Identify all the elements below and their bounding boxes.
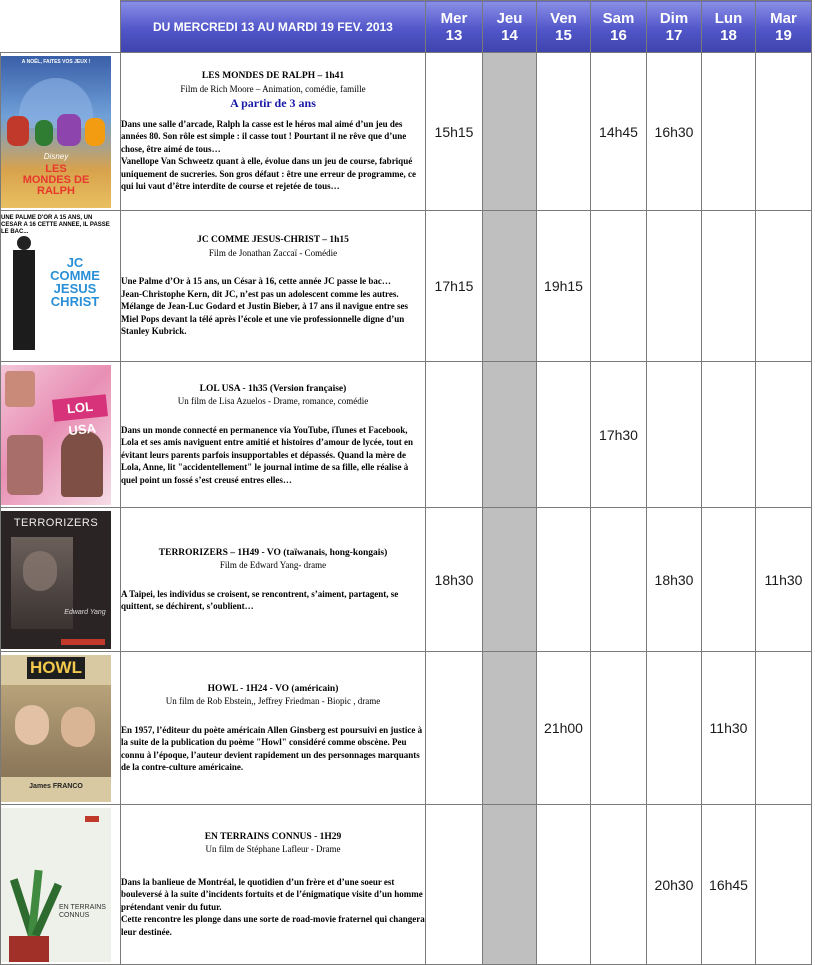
showtime-cell: 16h30	[647, 53, 702, 211]
movie-synopsis: Dans un monde connecté en permanence via YouTube, iTunes et Facebook, Lola et ses amis naviguent entre amitié et histoires d’amour de lycée, tout en évitant leurs parents parfois insupportables et dépassés. Quand la mère de Lola, Anne, lit "accidentellement" le journal intime de sa fille, elle réalise à quel point un fossé s’est creusé entres elles…	[121, 424, 413, 485]
poster-cell	[1, 53, 121, 211]
movie-row-terrains	[1, 805, 812, 965]
showtime-cell	[702, 362, 756, 508]
movie-row-ralph	[1, 53, 812, 211]
showtime-cell	[647, 362, 702, 508]
showtime-cell	[702, 53, 756, 211]
showtime-cell	[702, 508, 756, 652]
showtime-cell	[483, 53, 537, 211]
showtime-cell: 17h15	[426, 211, 483, 362]
movie-info-cell	[121, 211, 426, 362]
poster-cell	[1, 652, 121, 805]
showtime-cell	[483, 508, 537, 652]
showtime-cell	[537, 53, 591, 211]
showtime-cell	[756, 53, 812, 211]
movie-title: JC COMME JESUS-CHRIST – 1h15	[197, 235, 349, 246]
showtime-cell	[537, 362, 591, 508]
day-header-mon: Lun 18	[702, 1, 756, 53]
date-range-header: DU MERCREDI 13 AU MARDI 19 FEV. 2013	[121, 1, 426, 53]
day-header-fri: Ven 15	[537, 1, 591, 53]
showtime-cell	[483, 211, 537, 362]
movie-credit: Un film de Lisa Azuelos - Drame, romance, comédie	[177, 396, 369, 407]
movie-synopsis: A Taipei, les individus se croisent, se rencontrent, s’aiment, partagent, se quittent, se déchirent, s’oublient…	[121, 588, 399, 611]
movie-title: LES MONDES DE RALPH – 1h41	[201, 71, 345, 82]
movie-credit: Film de Edward Yang- drame	[219, 560, 327, 570]
movie-info-cell	[121, 53, 426, 211]
poster-cell	[1, 805, 121, 965]
showtime-cell	[756, 805, 812, 965]
showtime-cell: 18h30	[647, 508, 702, 652]
movie-credit: Film de Rich Moore – Animation, comédie, famille	[180, 83, 366, 94]
movie-row-lol	[1, 362, 812, 508]
showtime-cell: 15h15	[426, 53, 483, 211]
movie-info-cell	[121, 805, 426, 965]
showtime-cell	[591, 211, 647, 362]
day-header-tue: Mar 19	[756, 1, 812, 53]
movie-credit: Film de Jonathan Zaccaï - Comédie	[208, 247, 338, 258]
movie-info-cell	[121, 508, 426, 652]
showtime-cell	[537, 508, 591, 652]
showtime-cell: 20h30	[647, 805, 702, 965]
showtime-cell	[426, 362, 483, 508]
movie-credit: Un film de Rob Ebstein,, Jeffrey Friedman - Biopic , drame	[165, 696, 381, 706]
showtime-cell	[756, 652, 812, 805]
poster-cell	[1, 508, 121, 652]
showtime-cell	[756, 211, 812, 362]
showtime-cell	[591, 508, 647, 652]
showtime-cell	[426, 652, 483, 805]
showtime-cell	[483, 362, 537, 508]
showtime-cell	[591, 652, 647, 805]
showtime-cell	[647, 211, 702, 362]
movie-synopsis: Dans une salle d’arcade, Ralph la casse est le héros mal aimé d’un jeu des années 80. Son rôle est simple : il casse tout ! Pourtant il ne rêve que d’une chose, être aimé de tous… Vanellope Van Schweetz quant à elle, évolue dans un jeu de course, fabriqué uniquement de sucreries. Son gros défaut : être une erreur de programme, ce qui lui vaut d’être interdite de course et rejetée de tous…	[121, 118, 416, 192]
movie-poster-howl: HOWL James FRANCO	[1, 655, 111, 802]
movie-poster-terrorizers: TERRORIZERS Edward Yang	[1, 511, 111, 649]
movie-poster-lol: LOL USA	[1, 365, 111, 505]
movie-row-jc	[1, 211, 812, 362]
showtime-cell: 11h30	[756, 508, 812, 652]
showtime-cell: 21h00	[537, 652, 591, 805]
poster-cell	[1, 211, 121, 362]
movie-row-terrorizers	[1, 508, 812, 652]
header-blank-cell	[1, 1, 121, 53]
movie-info-cell	[121, 362, 426, 508]
movie-poster-ralph: A NOËL, FAITES VOS JEUX ! Disney LES MONDES DE RALPH	[1, 56, 111, 208]
movie-title: TERRORIZERS – 1H49 - VO (taïwanais, hong-kongais)	[158, 547, 388, 558]
showtime-cell	[756, 362, 812, 508]
showtime-cell: 14h45	[591, 53, 647, 211]
movie-poster-terrains: EN TERRAINS CONNUS	[1, 808, 111, 962]
movie-row-howl	[1, 652, 812, 805]
showtime-cell: 16h45	[702, 805, 756, 965]
movie-synopsis: Dans la banlieue de Montréal, le quotidien d’un frère et d’une soeur est bouleversé à la suite d’incidents fortuits et de l’énigmatique visite d’un homme prétendant venir du futur. Cette rencontre les plonge dans une sorte de road-movie fraternel qui changera leur destinée.	[121, 876, 425, 937]
showtime-cell	[647, 652, 702, 805]
movie-poster-jc: UNE PALME D'OR A 15 ANS, UN CESAR A 16 CETTE ANNEE, IL PASSE LE BAC... JC COMME JESUS CHRIST	[1, 214, 111, 359]
showtime-cell: 17h30	[591, 362, 647, 508]
showtime-cell: 19h15	[537, 211, 591, 362]
movie-synopsis: Une Palme d’Or à 15 ans, un César à 16, cette année JC passe le bac… Jean-Christophe Kern, dit JC, n’est pas un adolescent comme les autres. Mélange de Jean-Luc Godard et Justin Bieber, à 17 ans il navigue entre ses Miel Pops devant la télé après l’école et une vie professionnelle digne d’un Stanley Kubrick.	[121, 276, 409, 337]
movie-title: HOWL - 1H24 - VO (américain)	[207, 683, 339, 694]
showtime-cell	[591, 805, 647, 965]
showtime-cell	[483, 652, 537, 805]
age-rating: A partir de 3 ans	[230, 96, 316, 111]
showtime-cell	[483, 805, 537, 965]
day-header-sun: Dim 17	[647, 1, 702, 53]
showtime-cell	[537, 805, 591, 965]
day-header-thu: Jeu 14	[483, 1, 537, 53]
day-header-wed: Mer 13	[426, 1, 483, 53]
day-header-sat: Sam 16	[591, 1, 647, 53]
movie-title: LOL USA - 1h35 (Version française)	[199, 383, 347, 394]
poster-cell	[1, 362, 121, 508]
movie-title: EN TERRAINS CONNUS - 1H29	[204, 831, 342, 842]
movie-credit: Un film de Stéphane Lafleur - Drame	[205, 844, 341, 855]
showtime-cell: 11h30	[702, 652, 756, 805]
movie-info-cell	[121, 652, 426, 805]
showtime-cell: 18h30	[426, 508, 483, 652]
header-row	[1, 1, 812, 53]
showtime-cell	[426, 805, 483, 965]
showtime-cell	[702, 211, 756, 362]
movie-synopsis: En 1957, l’éditeur du poète américain Allen Ginsberg est poursuivi en justice à la suite de la publication du poème "Howl" considéré comme obscène. Peu connu à l’époque, l’auteur devient rapidement un des personnages marquants de la contre-culture américaine.	[121, 724, 423, 772]
